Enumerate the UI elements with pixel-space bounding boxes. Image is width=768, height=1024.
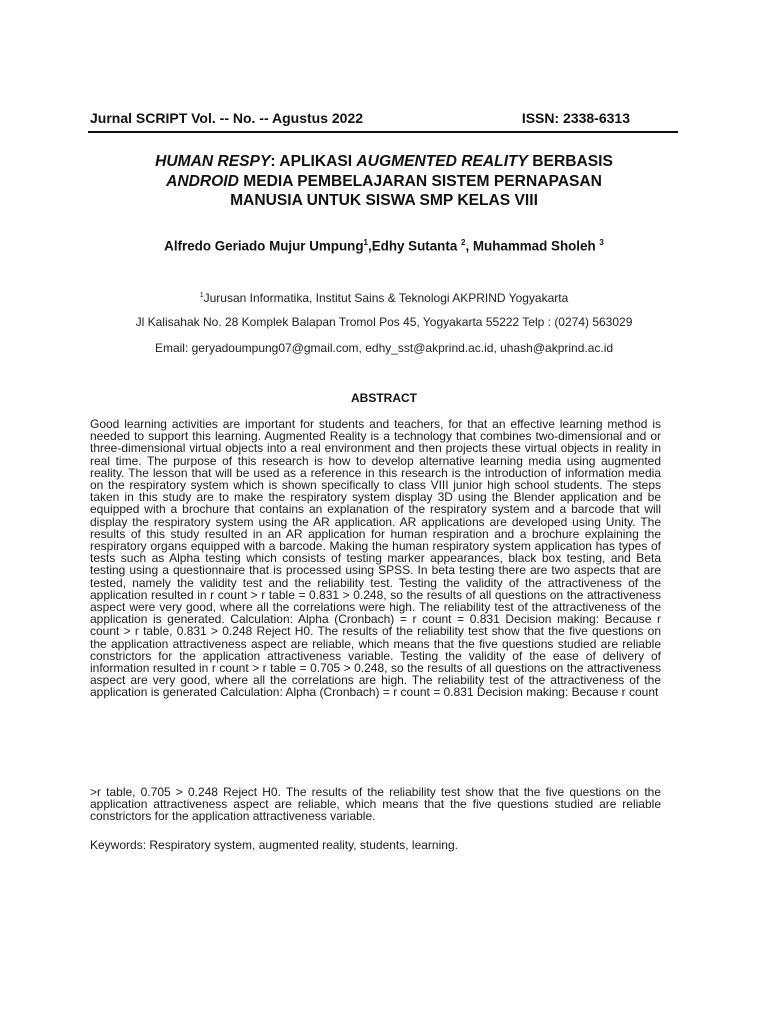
author-name: Alfredo Geriado Mujur Umpung xyxy=(164,238,364,254)
header-rule xyxy=(88,131,678,133)
affiliation-institution: $^1$Jurusan Informatika, Institut Sains & Teknologi AKPRIND Yogyakarta xyxy=(199,291,569,305)
affiliation-email: Email: geryadoumpung07@gmail.com, edhy_sst@akprind.ac.id, uhash@akprind.ac.id xyxy=(154,341,614,355)
title-app-name: HUMAN RESPY xyxy=(155,153,271,170)
journal-name: Jurnal SCRIPT Vol. -- No. -- Agustus 2022 xyxy=(90,110,364,126)
keywords: Keywords: Respiratory system, augmented reality, students, learning. xyxy=(90,838,458,852)
author-name: , Muhammad Sholeh xyxy=(465,238,600,254)
paper-title: HUMAN RESPY: APLIKASI AUGMENTED REALITY BERBASIS ANDROID MEDIA PEMBELAJARAN SISTEM PERNAPASAN MANUSIA UNTUK SISWA SMP KELAS VIII xyxy=(155,153,613,209)
abstract-paragraph-continued: >r table, 0.705 > 0.248 Reject H0. The results of the reliability test show that the five questions on the application attractiveness aspect are reliable, which means that the five questions studied are reliable constrictors for the application attractiveness variable. xyxy=(90,785,661,824)
issn: ISSN: 2338-6313 xyxy=(521,110,630,126)
author-list: Alfredo Geriado Mujur Umpung$^1$,Edhy Sutanta $^2$, Muhammad Sholeh $^3$ xyxy=(164,238,604,254)
affiliation-address: Jl Kalisahak No. 28 Komplek Balapan Tromol Pos 45, Yogyakarta 55222 Telp : (0274) 563029 xyxy=(135,315,633,329)
running-header xyxy=(90,108,630,128)
author-name: ,Edhy Sutanta xyxy=(367,238,461,254)
abstract-paragraph: Good learning activities are important for students and teachers, for that an effective learning method is needed to support this learning. Augmented Reality is a technology that combines two-dimensional and or three-dimensional virtual objects into a real environment and then projects these virtual objects in reality in real time. The purpose of this research is how to develop alternative learning media using augmented reality. The lesson that will be used as a reference in this research is the introduction of information media on the respiratory system which is shown specifically to class VIII junior high school students. The steps taken in this study are to make the respiratory system display 3D using the Blender application and be equipped with a brochure that contains an explanation of the respiratory system and a barcode that will display the respiratory system using the AR application. AR applications are developed using Unity. The results of this study resulted in an AR application for human respiration and a brochure explaining the respiratory organs equipped with a barcode. Making the human respiratory system application has types of tests such as Alpha testing which consists of testing marker appearances, black box testing, and Beta testing using a questionnaire that is processed using SPSS. In beta testing there are two aspects that are tested, namely the validity test and the reliability test. Testing the validity of the attractiveness of the application resulted in r count > r table = 0.831 > 0.248, so the results of all questions on the attractiveness aspect were very good, where all the correlations were high. The reliability test of the attractiveness of the application is generated. Calculation: Alpha (Cronbach) = r count = 0.831 Decision making: Because r count > r table, 0.831 > 0.248 Reject H0. The results of the reliability test show that the five questions on the application attractiveness aspect are reliable, which means that the five questions studied are reliable constrictors for the application attractiveness variable. Testing the validity of the ease of delivery of information resulted in r count > r table = 0.705 > 0.248, so the results of all questions on the attractiveness aspect are very good, where all the correlations are high. The reliability test of the attractiveness of the application is generated Calculation: Alpha (Cronbach) = r count = 0.831 Decision making: Because r count xyxy=(90,417,661,700)
abstract-heading: ABSTRACT xyxy=(351,391,417,405)
